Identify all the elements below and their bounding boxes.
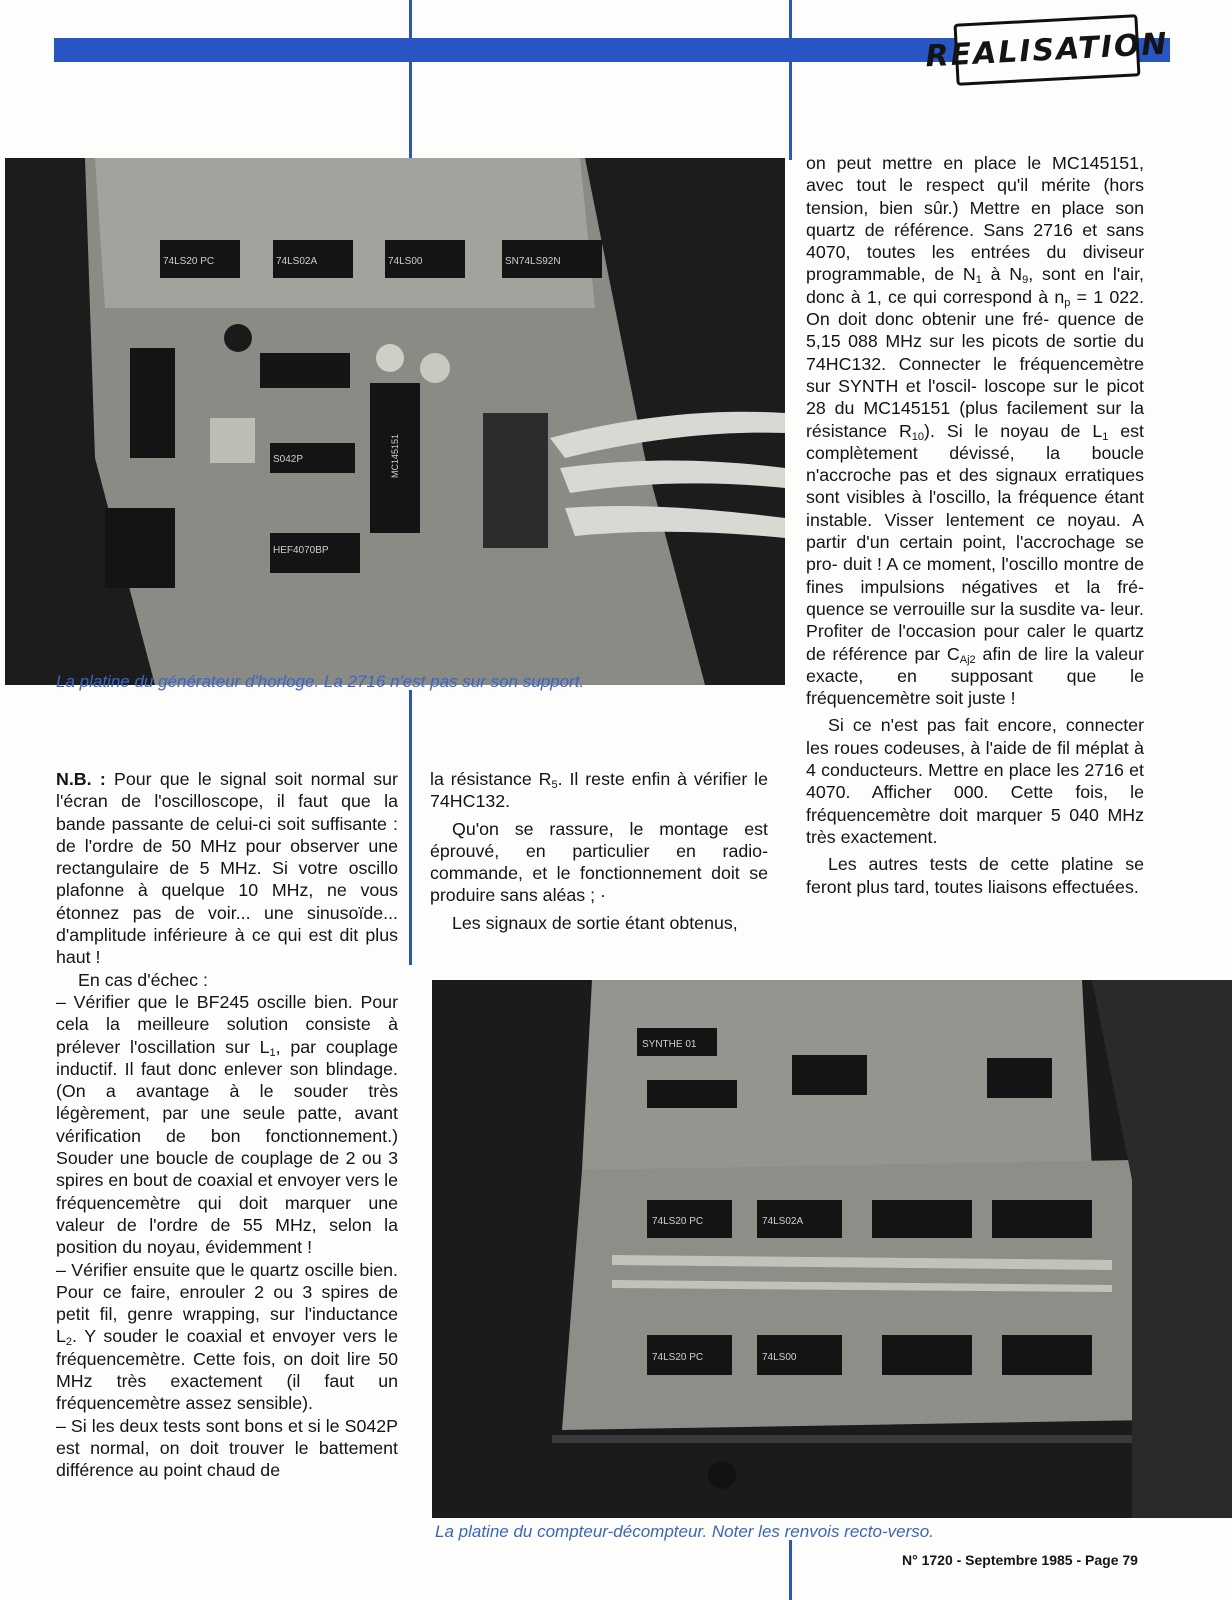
- text-line: d'un certain point, l'accrochage se pro-: [806, 532, 1144, 575]
- paragraph-text: [56, 768, 398, 969]
- paragraph-text: Les signaux de sortie étant obtenus,: [452, 912, 738, 933]
- text-line: leur. Profiter de l'occasion pour caler le: [806, 598, 1144, 642]
- chip-label: 74LS20 PC: [163, 256, 215, 267]
- text-line: la valeur exacte, en supposant que le: [806, 643, 1144, 686]
- text-run: Si le noyau de L: [946, 420, 1103, 441]
- paragraph-text: Qu'on se rassure, le montage est éprouvé, en particulier en radio-commande, et le fonctionnement doit se produire sans aléas ; ·: [430, 818, 768, 906]
- text-line: quartz de référence. Sans 2716 et sans: [806, 219, 1144, 240]
- text-line: de sortie du 74HC132. Connecter le: [806, 331, 1144, 374]
- paragraph-text: – Si les deux tests sont bons et si le S042P est normal, on doit trouver le battement différence au point chaud de: [56, 1415, 398, 1481]
- photo-caption-bottom: La platine du compteur-décompteur. Noter les renvois recto-verso.: [435, 1522, 934, 1541]
- text-run: – Vérifier que le BF245 oscille bien. Pour cela la meilleure solution consiste à prélever l'oscillation sur L: [56, 991, 398, 1057]
- page-footer: N° 1720 - Septembre 1985 - Page 79: [902, 1552, 1138, 1568]
- paragraph-text: En cas d'échec :: [78, 969, 208, 990]
- chip-label: SN74LS92N: [505, 256, 561, 267]
- text-line: on peut mettre en place le MC145151,: [806, 153, 1144, 173]
- chip-label: HEF4070BP: [273, 545, 329, 556]
- paragraph-text: [806, 152, 1144, 709]
- subscript: p: [1064, 296, 1071, 309]
- text-run: est complètement: [806, 420, 1145, 463]
- photo-caption-top: La platine du générateur d'horloge. La 2716 n'est pas sur son support.: [56, 672, 585, 691]
- subscript: 1: [269, 1046, 276, 1059]
- subscript: 9: [1022, 274, 1029, 287]
- text-run: l'air, donc à 1, ce qui correspond à n: [806, 264, 1144, 307]
- chip-label: SYNTHE 01: [642, 1039, 697, 1050]
- subscript: 1: [975, 274, 982, 287]
- text-run: la résistance R: [430, 769, 552, 789]
- column-rule-bottom: [789, 1540, 792, 1600]
- text-column-right: [806, 152, 1144, 898]
- text-run: quartz de référence par C: [806, 621, 1144, 664]
- text-run: . Y souder le coaxial et envoyer vers le fréquencemètre. Cette fois, on doit lire 50 MHz très exactement (il faut un fréquencemètre assez sensible).: [56, 1326, 398, 1414]
- subscript: 10: [911, 430, 925, 443]
- chip-label: S042P: [273, 454, 304, 465]
- subscript: 2: [65, 1336, 73, 1349]
- subscript: 1: [1102, 430, 1109, 443]
- text-line: l'oscillo, la fréquence étant instable.: [806, 487, 1144, 530]
- chip-label: 74LS20 PC: [652, 1352, 704, 1363]
- text-run: – Vérifier ensuite que le quartz oscille bien. Pour ce faire, enrouler 2 ou 3 spires de petit fil, genre wrapping, sur l'inductance L: [56, 1259, 398, 1347]
- text-column-middle: [430, 768, 768, 934]
- paragraph-text: Les autres tests de cette platine se feront plus tard, toutes liaisons effectuées.: [806, 854, 1144, 897]
- nb-label: N.B. :: [56, 769, 106, 789]
- chip-label: 74LS20 PC: [652, 1216, 704, 1227]
- text-line: avec tout le respect qu'il mérite (hors: [806, 175, 1144, 196]
- chip-label: MC145151: [390, 433, 400, 478]
- subscript: 5: [551, 779, 558, 791]
- text-run: , sont en: [1028, 264, 1105, 285]
- column-rule-right: [789, 0, 792, 160]
- text-line: 4070, toutes les entrées du diviseur: [806, 242, 1144, 263]
- text-run: programmable, de N: [806, 264, 976, 285]
- section-badge: [924, 14, 1170, 86]
- text-line: duit ! A ce moment, l'oscillo montre de: [843, 554, 1144, 575]
- text-line: quence se verrouille sur la susdite va-: [806, 598, 1106, 619]
- text-run: ).: [924, 420, 935, 441]
- text-run: Pour que le signal soit normal sur l'écran de l'oscilloscope, il faut que la bande passante de celui-ci soit suffisante : de l'ordre de 50 MHz pour observer une rectangulaire de 5 MHz. Si votre oscillo plafonne à quelque 10 MHz, ne vous étonnez pas de voir... une sinusoïde... d'amplitude inférieure à ce qui est dit plus haut !: [56, 769, 398, 968]
- text-line: tension, bien sûr.) Mettre en place son: [806, 197, 1144, 218]
- text-line: fréquencemètre sur SYNTH et l'oscil-: [806, 353, 1144, 396]
- chip-label: 74LS02A: [762, 1216, 804, 1227]
- text-run: , par couplage inductif. Il faut donc enlever son blindage. (On a avantage à le souder très légèrement, par une seule patte, avant vérification de bon fonctionnement.) Souder une boucle de couplage de 2 ou 3 spires en bout de coaxial et envoyer vers le fréquencemètre qui doit marquer une valeur de l'ordre de 55 MHz, selon la position du noyau, évidemment !: [56, 1036, 399, 1258]
- text-line: = 1 022. On doit donc obtenir une fré-: [806, 286, 1144, 330]
- paragraph-text: [430, 768, 768, 813]
- paragraph-text: [56, 1259, 398, 1415]
- text-run: à N: [981, 264, 1023, 285]
- text-line: dévissé, la boucle n'accroche pas et: [806, 442, 1144, 486]
- text-line: loscope sur le picot 28 du MC145151: [806, 375, 1144, 419]
- section-badge-label: REALISATION: [924, 26, 1170, 74]
- text-run: (plus facilement sur la résistance R: [806, 398, 1144, 441]
- text-run: . Il reste enfin à vérifier le 74HC132.: [430, 769, 768, 812]
- text-line: Visser lentement ce noyau. A partir: [806, 509, 1144, 553]
- column-rule-left: [409, 0, 412, 160]
- column-rule-left-lower: [409, 690, 412, 965]
- photo-counter-board: [432, 980, 1232, 1518]
- text-column-left: [56, 768, 398, 1482]
- subscript: Aj2: [959, 653, 976, 666]
- chip-label: 74LS00: [388, 256, 423, 267]
- photo-clock-generator-board: [5, 158, 785, 685]
- text-line: des signaux erratiques sont visibles à: [806, 465, 1144, 508]
- paragraph-text: Si ce n'est pas fait encore, connecter les roues codeuses, à l'aide de fil méplat à 4 conducteurs. Mettre en place les 2716 et 4070. Afficher 000. Cette fois, le fréquencemètre doit marquer 5 040 MHz très exactement.: [806, 715, 1144, 847]
- text-line: quence de 5,15 088 MHz sur les picots: [806, 309, 1144, 352]
- text-line: fréquencemètre soit juste !: [806, 688, 1016, 709]
- chip-label: 74LS02A: [276, 256, 318, 267]
- text-run: afin de lire: [975, 643, 1069, 664]
- paragraph-text: [56, 991, 398, 1259]
- chip-label: 74LS00: [762, 1352, 797, 1363]
- text-line: fines impulsions négatives et la fré-: [806, 576, 1144, 597]
